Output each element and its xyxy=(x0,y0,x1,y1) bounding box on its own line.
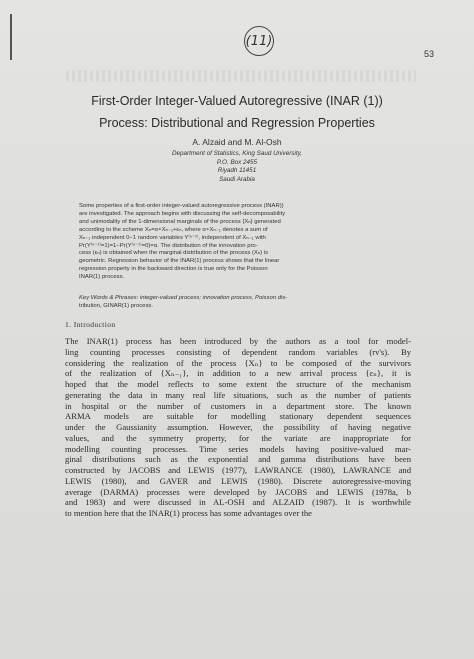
abstract-line: according to the scheme Xₙ=α∘Xₙ₋₁+εₙ, where α∘Xₙ₋₁ denotes a sum of xyxy=(79,226,268,233)
body-line: values, and the symmetry property, for the variate are inappropriate for xyxy=(65,432,411,443)
abstract-line: cess (εₙ) is obtained when the marginal distribution of the process (Xₙ) is xyxy=(79,250,269,257)
body-line: in hospital or the number of customers in a department store. The known xyxy=(65,400,411,411)
keywords-line: tribution, GINAR(1) process. xyxy=(79,302,153,309)
abstract-line: regression property in the backward direction is true only for the Poisson xyxy=(79,266,268,273)
affiliation xyxy=(0,150,474,184)
section-heading: 1. Introduction xyxy=(65,320,116,329)
affiliation-line: Saudi Arabia xyxy=(219,175,255,183)
authors: A. Alzaid and M. Al-Osh xyxy=(192,137,282,147)
abstract-line: INAR(1) process. xyxy=(79,274,125,281)
body-line: of the realization of {Xₙ₋₁}, in addition to a new arrival process {εₙ}, it is xyxy=(65,368,411,379)
body-line: average (DARMA) processes were developed by JACOBS and LEWIS (1978a, b xyxy=(65,486,411,497)
body-line: hoped that the model reflects to some extent the structure of the mechanism xyxy=(65,379,411,389)
body-text xyxy=(65,336,411,519)
body-line: modelling counting processes. Time series models having positive-valued mar- xyxy=(65,443,411,454)
keywords xyxy=(79,295,393,311)
body-line: ling counting processes consisting of dependent random variables (rv's). By xyxy=(65,346,411,357)
keywords-line: Key Words & Phrases: integer-valued process; innovation process, Poisson dis- xyxy=(79,295,288,301)
body-line: considering the realization of the process {Xₙ} to be composed of the survivors xyxy=(65,357,411,368)
show-through-text xyxy=(66,70,416,82)
body-line: ARMA models are suitable for modelling stationary dependent sequences xyxy=(65,411,411,422)
abstract-line: geometric. Regression behavior of the INAR(1) process shows that the linear xyxy=(79,258,280,265)
affiliation-line: Riyadh 11451 xyxy=(217,167,257,174)
affiliation-line: Department of Statistics, King Saud University, xyxy=(171,150,303,157)
abstract-line: Pr(Y⁽ⁿ⁻¹⁾=1)=1−Pr(Y⁽ⁿ⁻¹⁾=0)=α. The distribution of the innovation pro- xyxy=(79,242,258,249)
scan-edge-mark xyxy=(10,14,12,60)
paper-title-line-2: Process: Distributional and Regression Properties xyxy=(99,116,375,130)
body-line: generating the data in many real life situations, such as the number of patients xyxy=(65,389,411,400)
body-line: under the Gaussianity assumption. However, the possibility of having negative xyxy=(65,422,411,432)
body-line: ginal distributions such as the exponential and gamma distributions have been xyxy=(65,454,411,465)
abstract-line: and unimodality of the 1-dimensional marginals of the process {Xₙ} generated xyxy=(79,218,281,225)
body-line: and 1983) and were discussed in AL-OSH and ALZAID (1987). It is worthwhile xyxy=(65,497,411,508)
body-line: to mention here that the INAR(1) process has some advantages over the xyxy=(65,508,312,518)
body-line: LEWIS (1980), and GAVER and LEWIS (1980). Discrete autoregressive-moving xyxy=(65,475,411,486)
paper-title-line-1: First-Order Integer-Valued Autoregressive (INAR (1)) xyxy=(91,94,383,108)
page-number: 53 xyxy=(424,49,435,59)
body-line: constructed by JACOBS and LEWIS (1977), LAWRANCE (1980), LAWRANCE and xyxy=(65,465,411,475)
body-line: The INAR(1) process has been introduced by the authors as a tool for model- xyxy=(65,336,411,346)
handwritten-stamp: (11) xyxy=(244,26,274,56)
abstract-line: Xₙ₋₁ independent 0−1 random variables Y⁽ⁿ⁻¹⁾, independent of Xₙ₋₁ with xyxy=(79,234,266,241)
abstract xyxy=(79,203,393,282)
abstract-line: Some properties of a first-order integer-valued autoregressive process (INAR)) xyxy=(79,203,284,209)
abstract-line: are investigated. The approach begins with discussing the self-decomposability xyxy=(79,210,286,217)
affiliation-line: P.O. Box 2455 xyxy=(216,158,258,166)
